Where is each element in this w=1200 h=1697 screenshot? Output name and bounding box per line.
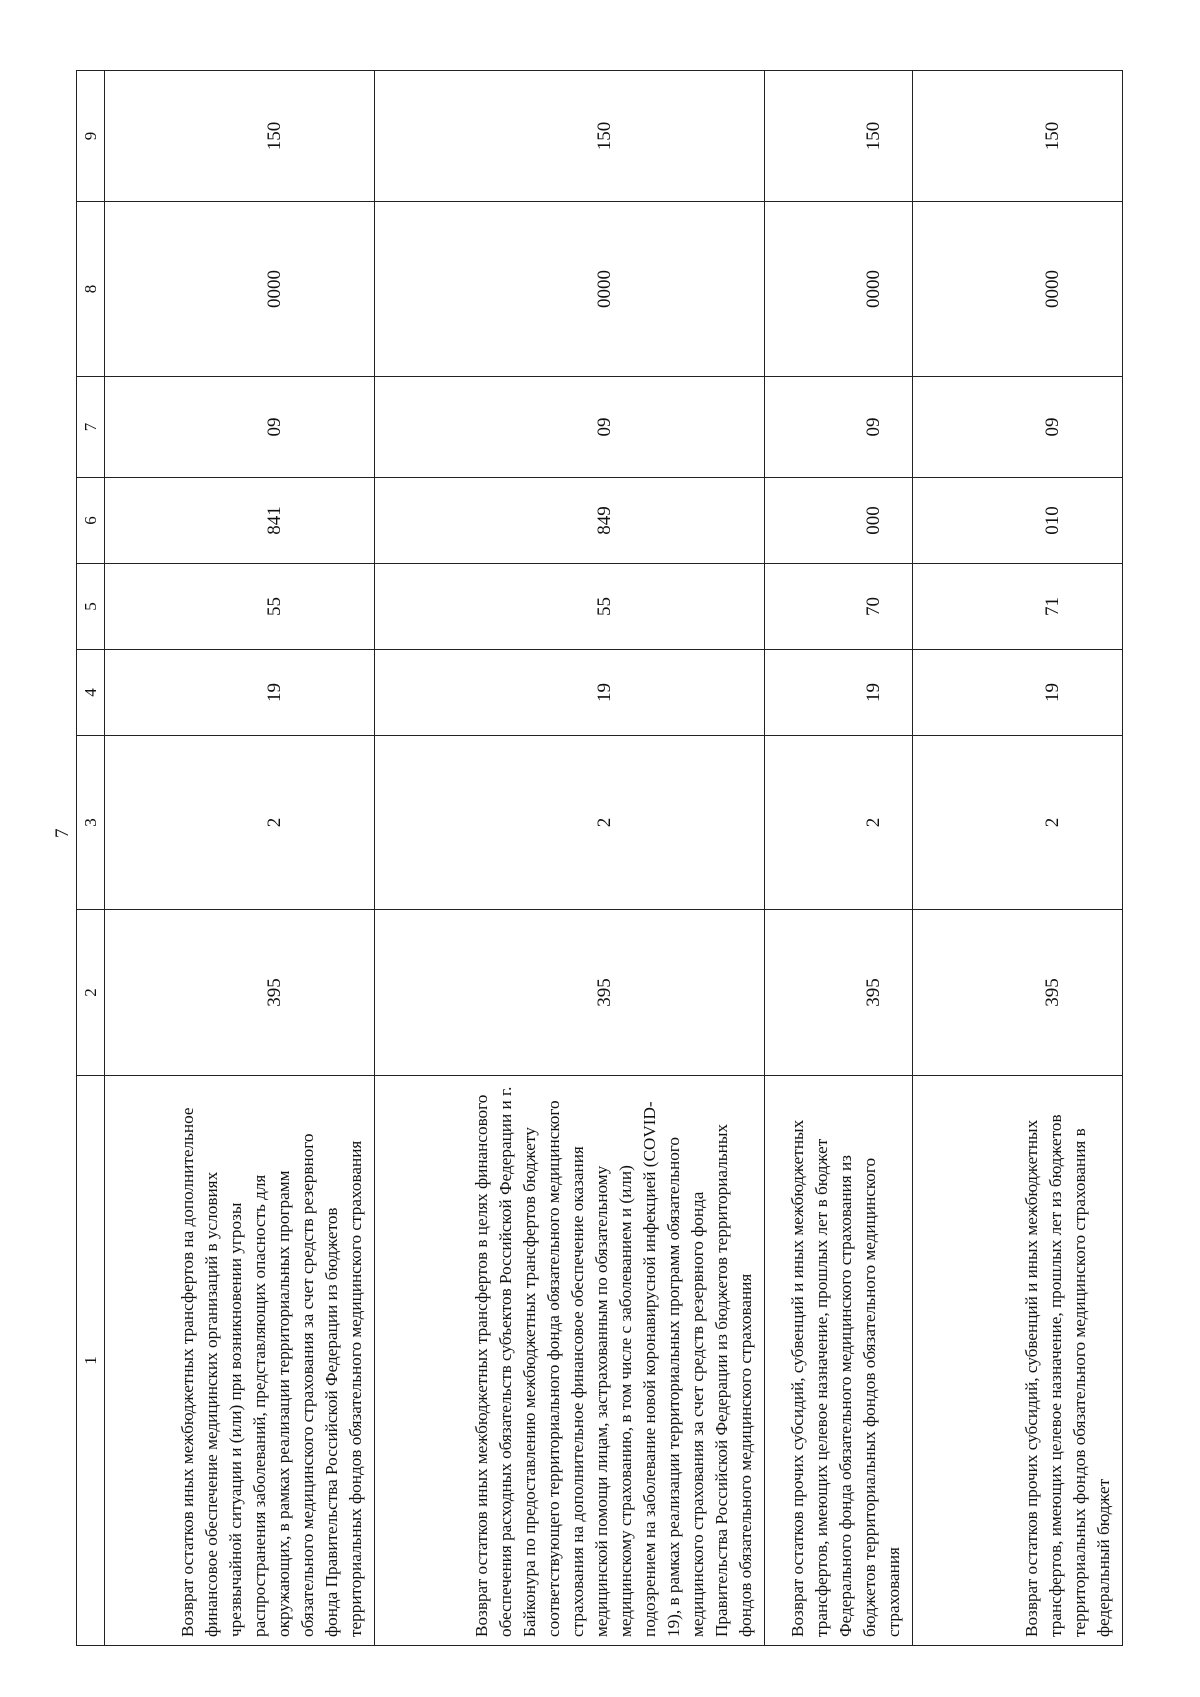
budget-codes-table [76, 70, 1123, 1646]
column-header: 5 [77, 564, 105, 650]
code-cell: 010 [913, 478, 1123, 564]
code-cell: 09 [105, 377, 375, 478]
column-header: 3 [77, 736, 105, 910]
code-cell: 150 [913, 71, 1123, 202]
code-cell: 849 [375, 478, 765, 564]
rotated-page-content [76, 71, 1123, 1646]
code-cell: 2 [913, 736, 1123, 910]
code-cell: 150 [105, 71, 375, 202]
code-cell: 09 [913, 377, 1123, 478]
code-cell: 55 [375, 564, 765, 650]
column-header: 4 [77, 650, 105, 736]
code-cell: 19 [765, 650, 913, 736]
table-row [913, 71, 1123, 1646]
page-number: 7 [52, 828, 73, 838]
table-row [765, 71, 913, 1646]
code-cell: 2 [765, 736, 913, 910]
row-name-cell: Возврат остатков прочих субсидий, субвенций и иных межбюджетных трансфертов, имеющих целевое назначение, прошлых лет из бюджетов территориальных фондов обязательного медицинского страхования в федеральный бюджет [913, 1076, 1123, 1646]
code-cell: 55 [105, 564, 375, 650]
table-header-row [77, 71, 105, 1646]
code-cell: 2 [375, 736, 765, 910]
code-cell: 395 [375, 910, 765, 1076]
code-cell: 395 [913, 910, 1123, 1076]
code-cell: 19 [375, 650, 765, 736]
code-cell: 71 [913, 564, 1123, 650]
code-cell: 19 [913, 650, 1123, 736]
code-cell: 395 [765, 910, 913, 1076]
code-cell: 70 [765, 564, 913, 650]
column-header: 1 [77, 1076, 105, 1646]
code-cell: 0000 [913, 202, 1123, 377]
row-name-cell: Возврат остатков иных межбюджетных трансфертов на дополнительное финансовое обеспечение медицинских организаций в условиях чрезвычайной ситуации и (или) при возникновении угрозы распространения заболеваний, представляющих опасность для окружающих, в рамках реализации территориальных программ обязательного медицинского страхования за счет средств резервного фонда Правительства Российской Федерации из бюджетов территориальных фондов обязательного медицинского страхования [105, 1076, 375, 1646]
code-cell: 0000 [105, 202, 375, 377]
table-row [375, 71, 765, 1646]
column-header: 6 [77, 478, 105, 564]
row-name-cell: Возврат остатков иных межбюджетных трансфертов в целях финансового обеспечения расходных обязательств субъектов Российской Федерации и г. Байконура по предоставлению межбюджетных трансфертов бюджету соответствующего территориального фонда обязательного медицинского страхования на дополнительное финансовое обеспечение оказания медицинской помощи лицам, застрахованным по обязательному медицинскому страхованию, в том числе с заболеванием и (или) подозрением на заболевание новой коронавирусной инфекцией (COVID-19), в рамках реализации территориальных программ обязательного медицинского страхования за счет средств резервного фонда Правительства Российской Федерации из бюджетов территориальных фондов обязательного медицинского страхования [375, 1076, 765, 1646]
column-header: 2 [77, 910, 105, 1076]
table-row [105, 71, 375, 1646]
code-cell: 19 [105, 650, 375, 736]
code-cell: 150 [375, 71, 765, 202]
code-cell: 0000 [765, 202, 913, 377]
code-cell: 000 [765, 478, 913, 564]
code-cell: 09 [375, 377, 765, 478]
code-cell: 0000 [375, 202, 765, 377]
row-name-cell: Возврат остатков прочих субсидий, субвенций и иных межбюджетных трансфертов, имеющих целевое назначение, прошлых лет в бюджет Федерального фонда обязательного медицинского страхования из бюджетов территориальных фондов обязательного медицинского страхования [765, 1076, 913, 1646]
code-cell: 395 [105, 910, 375, 1076]
code-cell: 09 [765, 377, 913, 478]
code-cell: 841 [105, 478, 375, 564]
column-header: 9 [77, 71, 105, 202]
column-header: 8 [77, 202, 105, 377]
code-cell: 150 [765, 71, 913, 202]
column-header: 7 [77, 377, 105, 478]
code-cell: 2 [105, 736, 375, 910]
